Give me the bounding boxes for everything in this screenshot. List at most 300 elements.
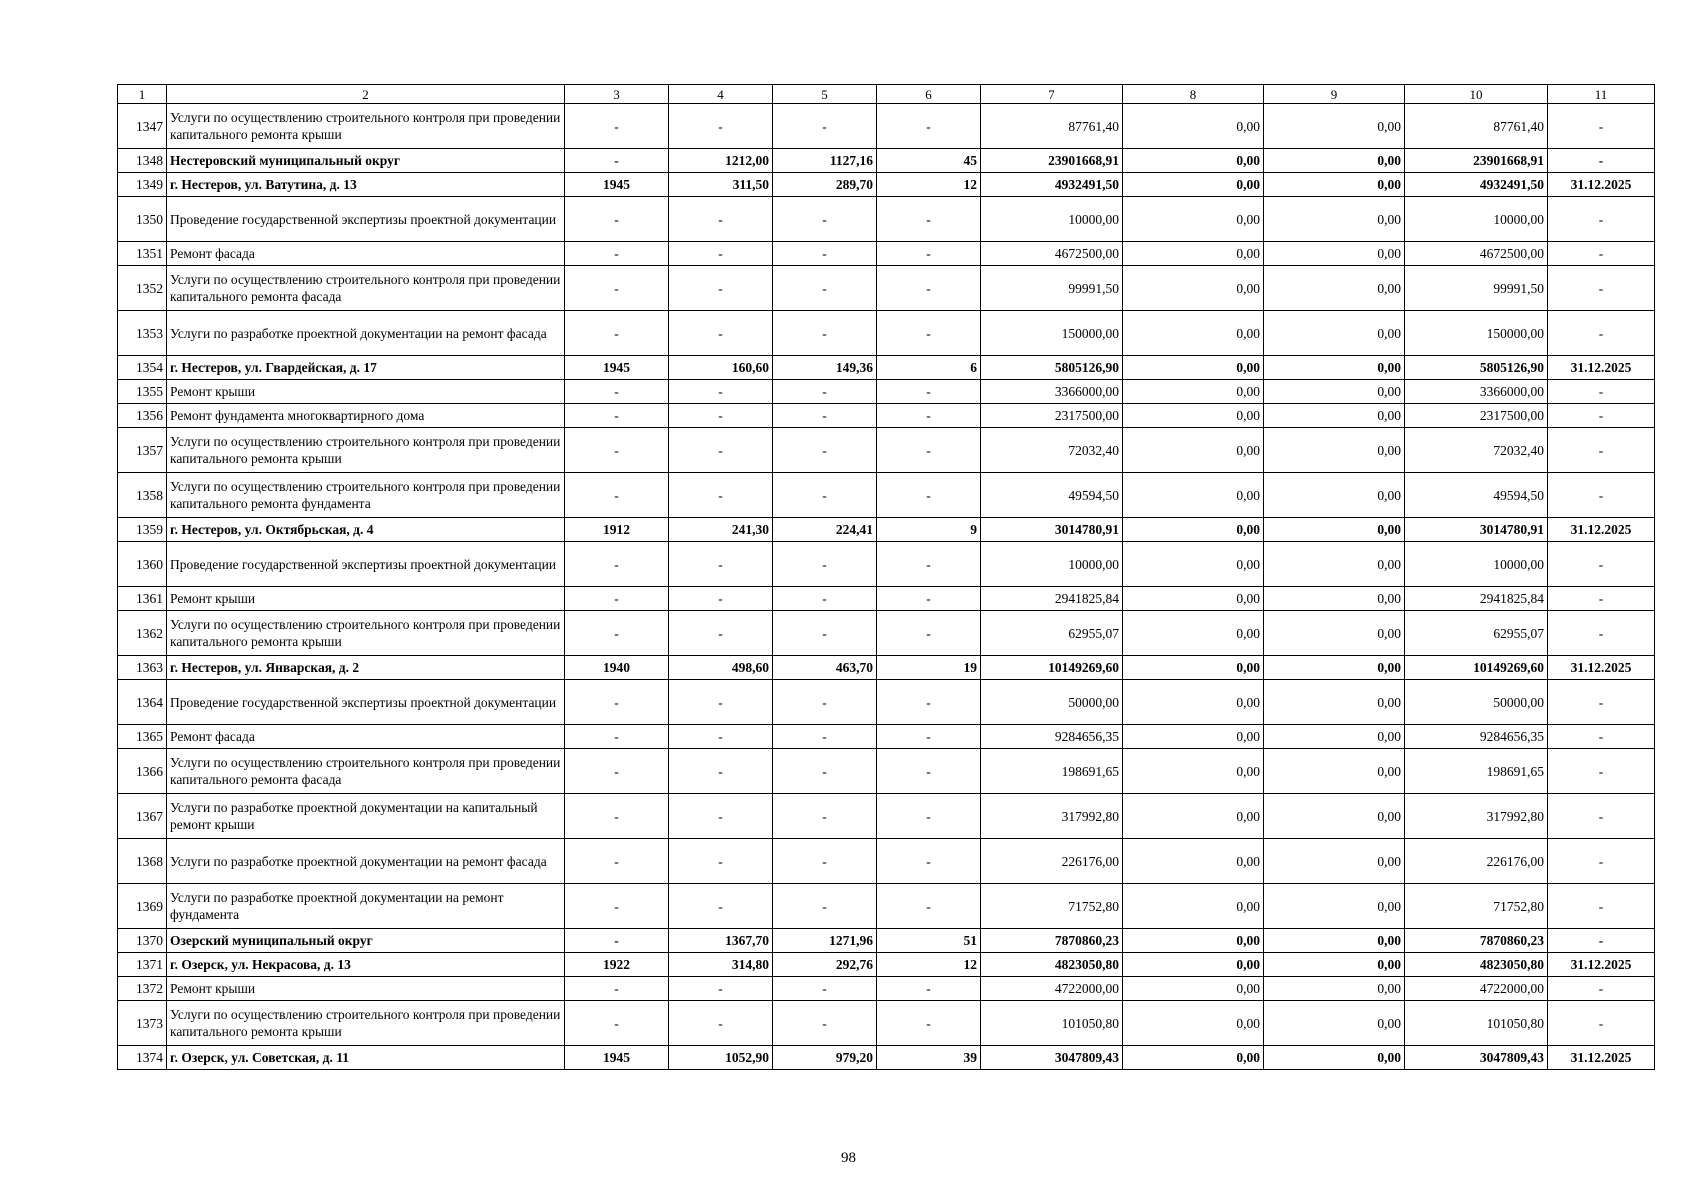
row-number-cell: 1349	[118, 173, 167, 197]
living-area-cell: -	[773, 725, 877, 749]
total-area-cell: 498,60	[669, 656, 773, 680]
table-row	[118, 173, 1655, 197]
living-area-cell: -	[773, 1001, 877, 1046]
budget-cost-cell: 0,00	[1264, 542, 1405, 587]
fund-cost-cell: 0,00	[1123, 1046, 1264, 1070]
total-area-cell: -	[669, 404, 773, 428]
year-cell: -	[565, 725, 669, 749]
description-cell: Проведение государственной экспертизы проектной документации	[167, 680, 565, 725]
budget-cost-cell: 0,00	[1264, 953, 1405, 977]
deadline-cell: -	[1548, 1001, 1655, 1046]
budget-cost-cell: 0,00	[1264, 656, 1405, 680]
owner-cost-cell: 23901668,91	[1405, 149, 1548, 173]
total-area-cell: -	[669, 428, 773, 473]
table-row	[118, 749, 1655, 794]
residents-cell: 45	[877, 149, 981, 173]
budget-cost-cell: 0,00	[1264, 404, 1405, 428]
column-number: 11	[1548, 85, 1655, 104]
total-area-cell: 314,80	[669, 953, 773, 977]
description-cell: г. Нестеров, ул. Январская, д. 2	[167, 656, 565, 680]
total-area-cell: 1052,90	[669, 1046, 773, 1070]
fund-cost-cell: 0,00	[1123, 311, 1264, 356]
table-row	[118, 839, 1655, 884]
fund-cost-cell: 0,00	[1123, 473, 1264, 518]
owner-cost-cell: 4932491,50	[1405, 173, 1548, 197]
deadline-cell: -	[1548, 977, 1655, 1001]
residents-cell: -	[877, 542, 981, 587]
table-row	[118, 104, 1655, 149]
table-row	[118, 518, 1655, 542]
total-area-cell: 1367,70	[669, 929, 773, 953]
row-number-cell: 1367	[118, 794, 167, 839]
budget-cost-cell: 0,00	[1264, 149, 1405, 173]
residents-cell: 51	[877, 929, 981, 953]
row-number-cell: 1362	[118, 611, 167, 656]
fund-cost-cell: 0,00	[1123, 356, 1264, 380]
owner-cost-cell: 10149269,60	[1405, 656, 1548, 680]
year-cell: -	[565, 242, 669, 266]
total-cost-cell: 4932491,50	[981, 173, 1123, 197]
fund-cost-cell: 0,00	[1123, 953, 1264, 977]
living-area-cell: -	[773, 428, 877, 473]
fund-cost-cell: 0,00	[1123, 542, 1264, 587]
owner-cost-cell: 10000,00	[1405, 542, 1548, 587]
living-area-cell: -	[773, 404, 877, 428]
year-cell: -	[565, 587, 669, 611]
description-cell: Услуги по осуществлению строительного контроля при проведении капитального ремонта крыши	[167, 611, 565, 656]
deadline-cell: -	[1548, 542, 1655, 587]
living-area-cell: -	[773, 749, 877, 794]
living-area-cell: -	[773, 680, 877, 725]
total-area-cell: -	[669, 266, 773, 311]
description-cell: Услуги по разработке проектной документации на ремонт фасада	[167, 839, 565, 884]
description-cell: г. Озерск, ул. Советская, д. 11	[167, 1046, 565, 1070]
table-row	[118, 1046, 1655, 1070]
total-cost-cell: 3366000,00	[981, 380, 1123, 404]
deadline-cell: -	[1548, 104, 1655, 149]
row-number-cell: 1361	[118, 587, 167, 611]
deadline-cell: -	[1548, 725, 1655, 749]
description-cell: Ремонт крыши	[167, 977, 565, 1001]
fund-cost-cell: 0,00	[1123, 173, 1264, 197]
total-area-cell: -	[669, 794, 773, 839]
living-area-cell: -	[773, 380, 877, 404]
table-row	[118, 680, 1655, 725]
total-area-cell: -	[669, 473, 773, 518]
budget-cost-cell: 0,00	[1264, 473, 1405, 518]
year-cell: -	[565, 794, 669, 839]
budget-cost-cell: 0,00	[1264, 518, 1405, 542]
deadline-cell: -	[1548, 839, 1655, 884]
residents-cell: -	[877, 977, 981, 1001]
row-number-cell: 1355	[118, 380, 167, 404]
total-cost-cell: 87761,40	[981, 104, 1123, 149]
budget-cost-cell: 0,00	[1264, 587, 1405, 611]
row-number-cell: 1360	[118, 542, 167, 587]
total-area-cell: 160,60	[669, 356, 773, 380]
budget-cost-cell: 0,00	[1264, 380, 1405, 404]
table-row	[118, 725, 1655, 749]
deadline-cell: -	[1548, 929, 1655, 953]
total-cost-cell: 101050,80	[981, 1001, 1123, 1046]
row-number-cell: 1358	[118, 473, 167, 518]
row-number-cell: 1348	[118, 149, 167, 173]
row-number-cell: 1353	[118, 311, 167, 356]
description-cell: Услуги по осуществлению строительного контроля при проведении капитального ремонта крыши	[167, 428, 565, 473]
row-number-cell: 1350	[118, 197, 167, 242]
budget-cost-cell: 0,00	[1264, 929, 1405, 953]
table-row	[118, 794, 1655, 839]
living-area-cell: -	[773, 104, 877, 149]
fund-cost-cell: 0,00	[1123, 197, 1264, 242]
year-cell: -	[565, 1001, 669, 1046]
deadline-cell: -	[1548, 311, 1655, 356]
row-number-cell: 1363	[118, 656, 167, 680]
total-cost-cell: 317992,80	[981, 794, 1123, 839]
description-cell: Услуги по разработке проектной документации на капитальный ремонт крыши	[167, 794, 565, 839]
column-number: 5	[773, 85, 877, 104]
description-cell: Ремонт фасада	[167, 242, 565, 266]
fund-cost-cell: 0,00	[1123, 404, 1264, 428]
total-cost-cell: 10149269,60	[981, 656, 1123, 680]
residents-cell: -	[877, 404, 981, 428]
owner-cost-cell: 50000,00	[1405, 680, 1548, 725]
owner-cost-cell: 2941825,84	[1405, 587, 1548, 611]
owner-cost-cell: 99991,50	[1405, 266, 1548, 311]
owner-cost-cell: 226176,00	[1405, 839, 1548, 884]
total-cost-cell: 5805126,90	[981, 356, 1123, 380]
total-cost-cell: 2317500,00	[981, 404, 1123, 428]
owner-cost-cell: 4823050,80	[1405, 953, 1548, 977]
year-cell: -	[565, 266, 669, 311]
residents-cell: -	[877, 587, 981, 611]
fund-cost-cell: 0,00	[1123, 929, 1264, 953]
description-cell: г. Озерск, ул. Некрасова, д. 13	[167, 953, 565, 977]
row-number-cell: 1356	[118, 404, 167, 428]
residents-cell: -	[877, 725, 981, 749]
description-cell: г. Нестеров, ул. Гвардейская, д. 17	[167, 356, 565, 380]
budget-cost-cell: 0,00	[1264, 173, 1405, 197]
deadline-cell: 31.12.2025	[1548, 656, 1655, 680]
row-number-cell: 1352	[118, 266, 167, 311]
total-area-cell: 241,30	[669, 518, 773, 542]
deadline-cell: -	[1548, 266, 1655, 311]
budget-cost-cell: 0,00	[1264, 884, 1405, 929]
row-number-cell: 1368	[118, 839, 167, 884]
residents-cell: 39	[877, 1046, 981, 1070]
total-cost-cell: 3014780,91	[981, 518, 1123, 542]
residents-cell: -	[877, 266, 981, 311]
living-area-cell: -	[773, 242, 877, 266]
year-cell: 1922	[565, 953, 669, 977]
column-number: 10	[1405, 85, 1548, 104]
deadline-cell: -	[1548, 884, 1655, 929]
owner-cost-cell: 10000,00	[1405, 197, 1548, 242]
budget-cost-cell: 0,00	[1264, 977, 1405, 1001]
residents-cell: -	[877, 242, 981, 266]
row-number-cell: 1357	[118, 428, 167, 473]
table-row	[118, 356, 1655, 380]
owner-cost-cell: 4722000,00	[1405, 977, 1548, 1001]
year-cell: 1945	[565, 1046, 669, 1070]
table-row	[118, 266, 1655, 311]
living-area-cell: -	[773, 266, 877, 311]
budget-cost-cell: 0,00	[1264, 242, 1405, 266]
year-cell: 1945	[565, 356, 669, 380]
owner-cost-cell: 150000,00	[1405, 311, 1548, 356]
description-cell: Ремонт фундамента многоквартирного дома	[167, 404, 565, 428]
total-cost-cell: 62955,07	[981, 611, 1123, 656]
total-area-cell: -	[669, 542, 773, 587]
deadline-cell: -	[1548, 611, 1655, 656]
deadline-cell: -	[1548, 149, 1655, 173]
deadline-cell: 31.12.2025	[1548, 173, 1655, 197]
table-row	[118, 977, 1655, 1001]
deadline-cell: 31.12.2025	[1548, 1046, 1655, 1070]
row-number-cell: 1372	[118, 977, 167, 1001]
fund-cost-cell: 0,00	[1123, 518, 1264, 542]
table-row	[118, 1001, 1655, 1046]
budget-cost-cell: 0,00	[1264, 749, 1405, 794]
year-cell: -	[565, 311, 669, 356]
description-cell: Услуги по осуществлению строительного контроля при проведении капитального ремонта фасада	[167, 749, 565, 794]
column-number: 8	[1123, 85, 1264, 104]
owner-cost-cell: 72032,40	[1405, 428, 1548, 473]
deadline-cell: -	[1548, 404, 1655, 428]
residents-cell: 12	[877, 173, 981, 197]
row-number-cell: 1366	[118, 749, 167, 794]
residents-cell: -	[877, 611, 981, 656]
fund-cost-cell: 0,00	[1123, 656, 1264, 680]
fund-cost-cell: 0,00	[1123, 104, 1264, 149]
fund-cost-cell: 0,00	[1123, 794, 1264, 839]
residents-cell: -	[877, 1001, 981, 1046]
row-number-cell: 1359	[118, 518, 167, 542]
table-row	[118, 587, 1655, 611]
fund-cost-cell: 0,00	[1123, 428, 1264, 473]
total-cost-cell: 198691,65	[981, 749, 1123, 794]
total-cost-cell: 4722000,00	[981, 977, 1123, 1001]
total-cost-cell: 4672500,00	[981, 242, 1123, 266]
deadline-cell: -	[1548, 680, 1655, 725]
fund-cost-cell: 0,00	[1123, 587, 1264, 611]
fund-cost-cell: 0,00	[1123, 725, 1264, 749]
table-row	[118, 242, 1655, 266]
description-cell: Нестеровский муниципальный округ	[167, 149, 565, 173]
deadline-cell: -	[1548, 749, 1655, 794]
owner-cost-cell: 317992,80	[1405, 794, 1548, 839]
year-cell: -	[565, 197, 669, 242]
row-number-cell: 1347	[118, 104, 167, 149]
living-area-cell: -	[773, 197, 877, 242]
total-area-cell: -	[669, 611, 773, 656]
living-area-cell: -	[773, 794, 877, 839]
description-cell: Услуги по осуществлению строительного контроля при проведении капитального ремонта фундамента	[167, 473, 565, 518]
year-cell: -	[565, 473, 669, 518]
total-cost-cell: 7870860,23	[981, 929, 1123, 953]
total-area-cell: 1212,00	[669, 149, 773, 173]
total-cost-cell: 10000,00	[981, 542, 1123, 587]
residents-cell: -	[877, 197, 981, 242]
budget-cost-cell: 0,00	[1264, 311, 1405, 356]
budget-cost-cell: 0,00	[1264, 197, 1405, 242]
budget-cost-cell: 0,00	[1264, 611, 1405, 656]
total-cost-cell: 71752,80	[981, 884, 1123, 929]
table-row	[118, 197, 1655, 242]
column-number: 4	[669, 85, 773, 104]
total-area-cell: -	[669, 884, 773, 929]
description-cell: Проведение государственной экспертизы проектной документации	[167, 542, 565, 587]
deadline-cell: 31.12.2025	[1548, 356, 1655, 380]
deadline-cell: -	[1548, 428, 1655, 473]
owner-cost-cell: 7870860,23	[1405, 929, 1548, 953]
year-cell: 1912	[565, 518, 669, 542]
description-cell: Услуги по осуществлению строительного контроля при проведении капитального ремонта фасада	[167, 266, 565, 311]
owner-cost-cell: 4672500,00	[1405, 242, 1548, 266]
column-number: 2	[167, 85, 565, 104]
row-number-cell: 1371	[118, 953, 167, 977]
row-number-cell: 1369	[118, 884, 167, 929]
total-cost-cell: 9284656,35	[981, 725, 1123, 749]
description-cell: Услуги по осуществлению строительного контроля при проведении капитального ремонта крыши	[167, 104, 565, 149]
row-number-cell: 1373	[118, 1001, 167, 1046]
total-area-cell: -	[669, 311, 773, 356]
budget-cost-cell: 0,00	[1264, 680, 1405, 725]
owner-cost-cell: 101050,80	[1405, 1001, 1548, 1046]
column-number: 6	[877, 85, 981, 104]
fund-cost-cell: 0,00	[1123, 680, 1264, 725]
table-row	[118, 380, 1655, 404]
fund-cost-cell: 0,00	[1123, 749, 1264, 794]
budget-cost-cell: 0,00	[1264, 794, 1405, 839]
fund-cost-cell: 0,00	[1123, 611, 1264, 656]
budget-cost-cell: 0,00	[1264, 1046, 1405, 1070]
total-area-cell: -	[669, 749, 773, 794]
table-row	[118, 473, 1655, 518]
description-cell: Ремонт фасада	[167, 725, 565, 749]
owner-cost-cell: 49594,50	[1405, 473, 1548, 518]
owner-cost-cell: 9284656,35	[1405, 725, 1548, 749]
year-cell: -	[565, 611, 669, 656]
living-area-cell: -	[773, 977, 877, 1001]
total-cost-cell: 226176,00	[981, 839, 1123, 884]
owner-cost-cell: 3047809,43	[1405, 1046, 1548, 1070]
total-area-cell: -	[669, 977, 773, 1001]
total-cost-cell: 3047809,43	[981, 1046, 1123, 1070]
deadline-cell: -	[1548, 242, 1655, 266]
total-cost-cell: 49594,50	[981, 473, 1123, 518]
description-cell: Проведение государственной экспертизы проектной документации	[167, 197, 565, 242]
total-area-cell: -	[669, 380, 773, 404]
table-row	[118, 953, 1655, 977]
deadline-cell: -	[1548, 197, 1655, 242]
row-number-cell: 1351	[118, 242, 167, 266]
deadline-cell: 31.12.2025	[1548, 953, 1655, 977]
document-sheet	[117, 84, 1654, 1070]
owner-cost-cell: 2317500,00	[1405, 404, 1548, 428]
year-cell: -	[565, 977, 669, 1001]
year-cell: 1940	[565, 656, 669, 680]
description-cell: Озерский муниципальный округ	[167, 929, 565, 953]
total-area-cell: -	[669, 197, 773, 242]
table-row	[118, 542, 1655, 587]
budget-cost-cell: 0,00	[1264, 266, 1405, 311]
table-row	[118, 656, 1655, 680]
fund-cost-cell: 0,00	[1123, 884, 1264, 929]
living-area-cell: -	[773, 542, 877, 587]
total-cost-cell: 150000,00	[981, 311, 1123, 356]
fund-cost-cell: 0,00	[1123, 242, 1264, 266]
year-cell: -	[565, 404, 669, 428]
description-cell: г. Нестеров, ул. Октябрьская, д. 4	[167, 518, 565, 542]
year-cell: -	[565, 542, 669, 587]
residents-cell: -	[877, 104, 981, 149]
total-area-cell: -	[669, 242, 773, 266]
living-area-cell: 224,41	[773, 518, 877, 542]
owner-cost-cell: 87761,40	[1405, 104, 1548, 149]
fund-cost-cell: 0,00	[1123, 839, 1264, 884]
table-row	[118, 884, 1655, 929]
total-area-cell: -	[669, 839, 773, 884]
row-number-cell: 1374	[118, 1046, 167, 1070]
owner-cost-cell: 3366000,00	[1405, 380, 1548, 404]
year-cell: -	[565, 884, 669, 929]
deadline-cell: -	[1548, 380, 1655, 404]
residents-cell: -	[877, 839, 981, 884]
total-cost-cell: 4823050,80	[981, 953, 1123, 977]
column-number: 3	[565, 85, 669, 104]
table-row	[118, 311, 1655, 356]
description-cell: Услуги по разработке проектной документации на ремонт фундамента	[167, 884, 565, 929]
deadline-cell: -	[1548, 794, 1655, 839]
row-number-cell: 1370	[118, 929, 167, 953]
residents-cell: 19	[877, 656, 981, 680]
year-cell: -	[565, 104, 669, 149]
description-cell: Услуги по осуществлению строительного контроля при проведении капитального ремонта крыши	[167, 1001, 565, 1046]
year-cell: -	[565, 380, 669, 404]
budget-cost-cell: 0,00	[1264, 839, 1405, 884]
total-area-cell: -	[669, 680, 773, 725]
living-area-cell: -	[773, 311, 877, 356]
deadline-cell: 31.12.2025	[1548, 518, 1655, 542]
residents-cell: -	[877, 428, 981, 473]
year-cell: -	[565, 149, 669, 173]
fund-cost-cell: 0,00	[1123, 149, 1264, 173]
fund-cost-cell: 0,00	[1123, 380, 1264, 404]
total-area-cell: 311,50	[669, 173, 773, 197]
budget-cost-cell: 0,00	[1264, 725, 1405, 749]
budget-cost-cell: 0,00	[1264, 428, 1405, 473]
table-row	[118, 611, 1655, 656]
year-cell: 1945	[565, 173, 669, 197]
residents-cell: -	[877, 884, 981, 929]
table-row	[118, 929, 1655, 953]
table-row	[118, 428, 1655, 473]
residents-cell: 12	[877, 953, 981, 977]
total-cost-cell: 2941825,84	[981, 587, 1123, 611]
living-area-cell: 1271,96	[773, 929, 877, 953]
living-area-cell: 979,20	[773, 1046, 877, 1070]
total-cost-cell: 99991,50	[981, 266, 1123, 311]
year-cell: -	[565, 839, 669, 884]
description-cell: Ремонт крыши	[167, 587, 565, 611]
living-area-cell: 1127,16	[773, 149, 877, 173]
living-area-cell: -	[773, 611, 877, 656]
total-area-cell: -	[669, 1001, 773, 1046]
residents-cell: -	[877, 473, 981, 518]
column-number: 7	[981, 85, 1123, 104]
budget-cost-cell: 0,00	[1264, 356, 1405, 380]
